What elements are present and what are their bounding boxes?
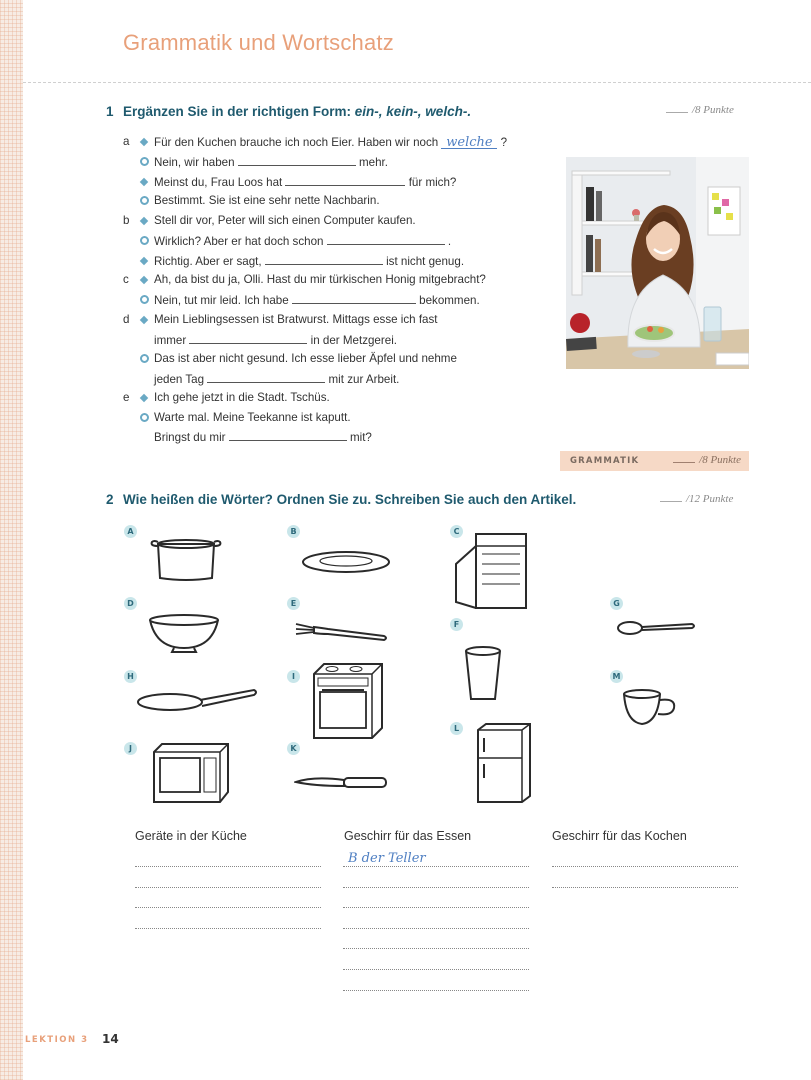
- stove-icon: [310, 660, 386, 742]
- line-text: jeden Tag: [154, 373, 208, 386]
- task2-instruction: Wie heißen die Wörter? Ordnen Sie zu. Schreiben Sie auch den Artikel.: [123, 492, 577, 507]
- task1-number: 1: [106, 104, 114, 119]
- exercise-line: [154, 313, 438, 326]
- knife-icon: [294, 772, 390, 792]
- item-badge-l: L: [450, 722, 463, 735]
- item-badge-k: K: [287, 742, 300, 755]
- answer-line[interactable]: [343, 928, 529, 929]
- item-badge-f: F: [450, 618, 463, 631]
- item-badge-e: E: [287, 597, 300, 610]
- task1-points: [666, 104, 734, 116]
- exercise-line: [154, 352, 457, 365]
- line-text: Nein, tut mir leid. Ich habe: [154, 294, 292, 307]
- speaker-b-marker: [140, 157, 149, 166]
- item-badge-c: C: [450, 525, 463, 538]
- grammar-points-label: /8 Punkte: [699, 454, 741, 466]
- speaker-a-marker: [140, 316, 148, 324]
- task1-instruction-words: ein-, kein-, welch-.: [354, 104, 472, 119]
- plate-icon: [300, 548, 392, 576]
- answer-blank[interactable]: [229, 430, 347, 441]
- item-letter: c: [123, 273, 129, 286]
- column-heading-tableware: Geschirr für das Essen: [344, 829, 472, 843]
- line-text: Ich gehe jetzt in die Stadt. Tschüs.: [154, 391, 330, 404]
- speaker-a-marker: [140, 394, 148, 402]
- line-text: mehr.: [355, 156, 388, 169]
- line-text: Stell dir vor, Peter will sich einen Computer kaufen.: [154, 214, 416, 227]
- line-text: Bringst du mir: [154, 431, 229, 444]
- line-text: Wirklich? Aber er hat doch schon: [154, 235, 327, 248]
- answer-line[interactable]: [343, 990, 529, 991]
- dishwasher-icon: [452, 530, 532, 612]
- speaker-a-marker: [140, 276, 148, 284]
- exercise-line: [154, 411, 351, 424]
- answer-line[interactable]: [135, 866, 321, 867]
- fork-icon: [294, 620, 390, 642]
- column-heading-cookware: Geschirr für das Kochen: [552, 829, 687, 843]
- cup-icon: [620, 688, 680, 730]
- item-badge-h: H: [124, 670, 137, 683]
- line-text: bekommen.: [415, 294, 480, 307]
- item-letter: d: [123, 313, 130, 326]
- exercise-line: [154, 135, 507, 149]
- task2-points: [660, 493, 733, 505]
- task1-instruction: Ergänzen Sie in der richtigen Form:: [123, 104, 355, 119]
- exercise-line: [154, 372, 399, 386]
- answer-line[interactable]: [343, 907, 529, 908]
- answer-blank[interactable]: [207, 372, 325, 383]
- answer-line[interactable]: [552, 887, 738, 888]
- line-text: ist nicht genug.: [382, 255, 465, 268]
- header-divider: [23, 82, 811, 83]
- exercise-line: [154, 234, 451, 248]
- microwave-icon: [150, 742, 232, 806]
- page-number: 14: [102, 1032, 119, 1046]
- exercise-line: [154, 430, 372, 444]
- answer-blank[interactable]: [285, 175, 405, 186]
- task1-points-label: /8 Punkte: [692, 104, 734, 116]
- speaker-b-marker: [140, 354, 149, 363]
- fridge-icon: [474, 722, 534, 806]
- item-badge-i: I: [287, 670, 300, 683]
- answer-line[interactable]: [135, 907, 321, 908]
- item-badge-b: B: [287, 525, 300, 538]
- item-badge-d: D: [124, 597, 137, 610]
- pan-icon: [136, 686, 260, 716]
- column-heading-appliances: Geräte in der Küche: [135, 829, 247, 843]
- exercise-line: [154, 293, 480, 307]
- line-text: Nein, wir haben: [154, 156, 238, 169]
- grammar-points: [673, 454, 741, 466]
- grammar-label: GRAMMATIK: [570, 456, 640, 466]
- spoon-icon: [616, 616, 698, 638]
- column-example-answer: B der Teller: [348, 851, 426, 866]
- exercise-line: [154, 273, 486, 286]
- line-text: mit zur Arbeit.: [325, 373, 400, 386]
- line-text: Richtig. Aber er sagt,: [154, 255, 265, 268]
- task1-heading: [106, 104, 471, 119]
- line-text: Warte mal. Meine Teekanne ist kaputt.: [154, 411, 351, 424]
- speaker-a-marker: [140, 257, 148, 265]
- task2-number: 2: [106, 492, 114, 507]
- answer-line[interactable]: [343, 866, 529, 867]
- woman-kitchen-photo: [566, 157, 749, 369]
- grammar-score-box: [560, 451, 749, 471]
- speaker-b-marker: [140, 413, 149, 422]
- line-text: Das ist aber nicht gesund. Ich esse lieber Äpfel und nehme: [154, 352, 457, 365]
- exercise-line: [154, 254, 464, 268]
- item-badge-m: M: [610, 670, 623, 683]
- answer-blank[interactable]: [265, 254, 383, 265]
- line-text: für mich?: [405, 176, 457, 189]
- glass-icon: [462, 645, 504, 703]
- line-text: immer: [154, 334, 190, 347]
- line-text: ?: [497, 136, 508, 149]
- item-badge-j: J: [124, 742, 137, 755]
- speaker-b-marker: [140, 196, 149, 205]
- speaker-a-marker: [140, 138, 148, 146]
- bowl-icon: [146, 612, 222, 654]
- line-text: Mein Lieblingsessen ist Bratwurst. Mittags esse ich fast: [154, 313, 438, 326]
- answer-line[interactable]: [343, 969, 529, 970]
- line-text: Ah, da bist du ja, Olli. Hast du mir türkischen Honig mitgebracht?: [154, 273, 486, 286]
- answer-line[interactable]: [343, 948, 529, 949]
- exercise-line: [154, 155, 388, 169]
- speaker-b-marker: [140, 236, 149, 245]
- item-badge-g: G: [610, 597, 623, 610]
- item-letter: a: [123, 135, 130, 148]
- answer-line[interactable]: [135, 887, 321, 888]
- task2-heading: [106, 492, 576, 507]
- exercise-line: [154, 391, 330, 404]
- speaker-b-marker: [140, 295, 149, 304]
- answer-blank[interactable]: [327, 234, 445, 245]
- line-text: Bestimmt. Sie ist eine sehr nette Nachbarin.: [154, 194, 380, 207]
- speaker-a-marker: [140, 178, 148, 186]
- item-letter: e: [123, 391, 130, 404]
- exercise-line: [154, 333, 397, 347]
- pot-icon: [150, 536, 222, 582]
- exercise-line: [154, 175, 456, 189]
- task2-points-label: /12 Punkte: [686, 493, 734, 505]
- speaker-a-marker: [140, 217, 148, 225]
- page-edge-pattern: [0, 0, 23, 1080]
- line-text: Für den Kuchen brauche ich noch Eier. Haben wir noch: [154, 136, 442, 149]
- answer-line[interactable]: [552, 866, 738, 867]
- line-text: .: [444, 235, 452, 248]
- answer-blank[interactable]: [292, 293, 416, 304]
- lesson-label: LEKTION 3: [25, 1035, 89, 1045]
- item-letter: b: [123, 214, 130, 227]
- answer-line[interactable]: [135, 928, 321, 929]
- exercise-line: [154, 214, 416, 227]
- answer-line[interactable]: [343, 887, 529, 888]
- item-badge-a: A: [124, 525, 137, 538]
- page-title: Grammatik und Wortschatz: [123, 30, 394, 55]
- line-text: mit?: [346, 431, 372, 444]
- answer-example: welche: [441, 135, 497, 149]
- exercise-line: [154, 194, 380, 207]
- line-text: Meinst du, Frau Loos hat: [154, 176, 286, 189]
- line-text: in der Metzgerei.: [307, 334, 397, 347]
- answer-blank[interactable]: [189, 333, 307, 344]
- answer-blank[interactable]: [238, 155, 356, 166]
